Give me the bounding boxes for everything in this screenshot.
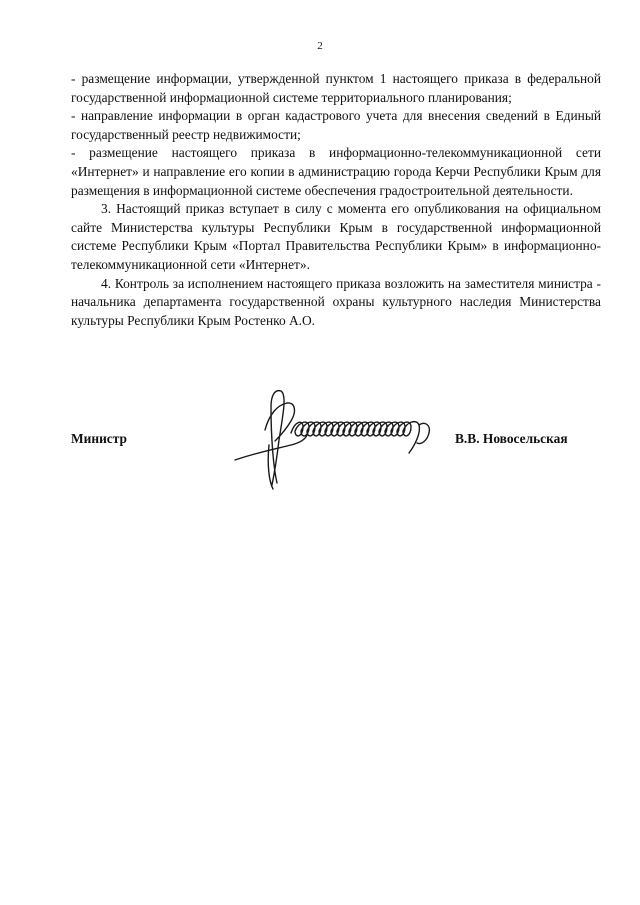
signatory-name: В.В. Новосельская [455, 431, 568, 446]
page-number: 2 [317, 40, 323, 52]
signatory-title: Министр [71, 431, 127, 446]
list-item-internet: - размещение настоящего приказа в информационно-телекоммуникационной сети «Интернет» и направление его копии в администрацию города Керчи Республики Крым для размещения в информационной системе обеспечения градостроительной деятельности. [71, 145, 601, 198]
clause-4: 4. Контроль за исполнением настоящего приказа возложить на заместителя министра - начальника департамента государственной охраны культурного наследия Министерства культуры Республики Крым Ростенко А.О. [71, 275, 601, 328]
clause-3: 3. Настоящий приказ вступает в силу с момента его опубликования на официальном сайте Министерства культуры Республики Крым в государственной информационной системе Республики Крым «Портал Правительства Республики Крым» в информационно-телекоммуникационной сети «Интернет». [71, 201, 601, 272]
list-item-cadastre: - направление информации в орган кадастрового учета для внесения сведений в Единый государственный реестр недвижимости; [71, 108, 601, 142]
document-body [71, 70, 601, 330]
handwritten-signature-icon [225, 385, 455, 495]
signature-block [0, 385, 640, 495]
list-item-fgis: - размещение информации, утвержденной пунктом 1 настоящего приказа в федеральной государственной информационной системе территориального планирования; [71, 71, 601, 105]
